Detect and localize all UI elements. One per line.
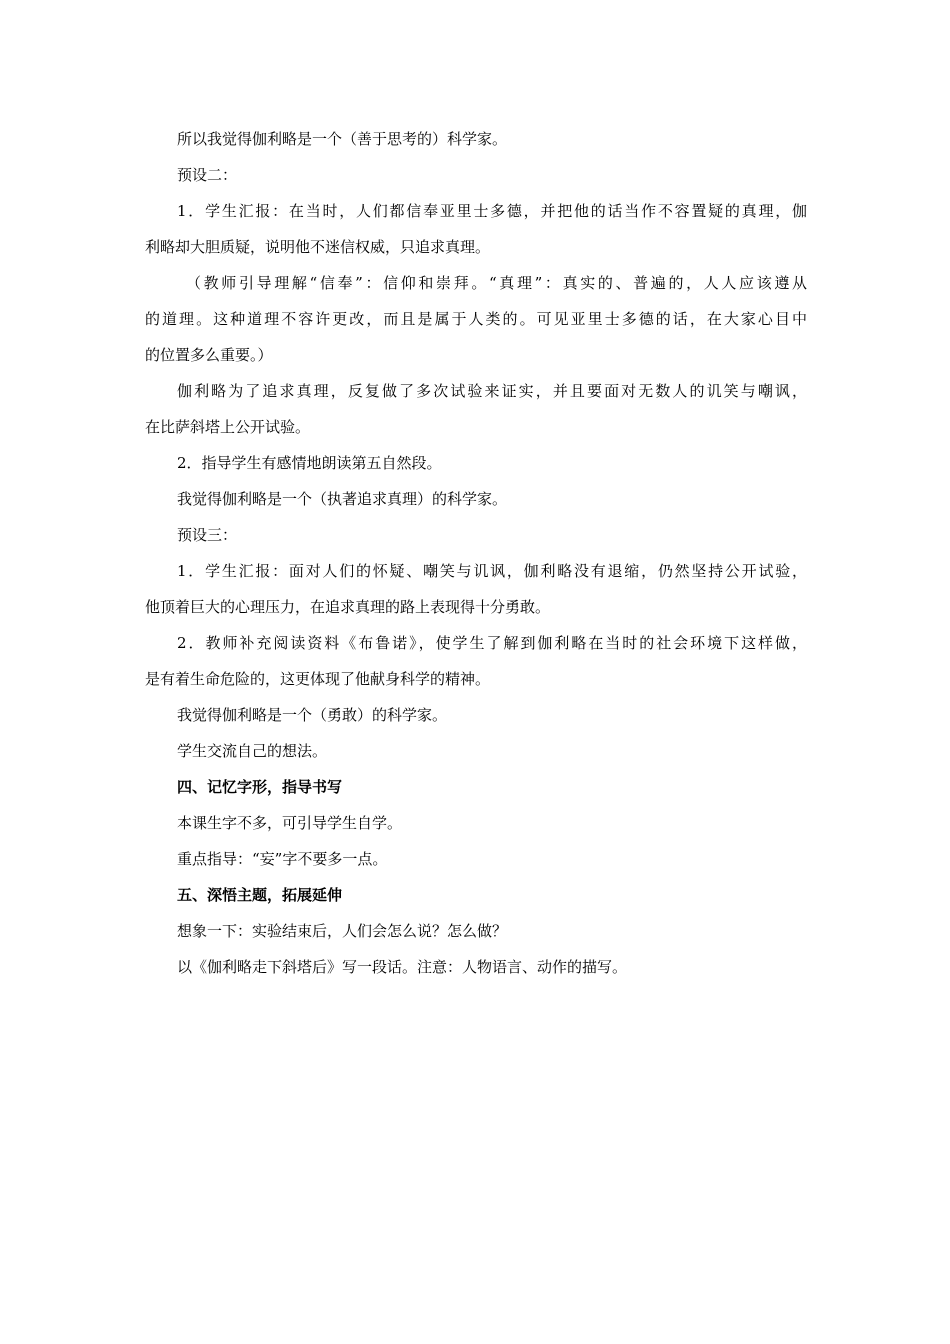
paragraph-line: 我觉得伽利略是一个（执著追求真理）的科学家。: [177, 490, 508, 508]
paragraph-line: 他顶着巨大的心理压力，在追求真理的路上表现得十分勇敢。: [145, 598, 551, 616]
paragraph-line: 1．学生汇报：在当时，人们都信奉亚里士多德，并把他的话当作不容置疑的真理，伽: [177, 202, 807, 220]
section-heading: 五、深悟主题，拓展延伸: [177, 886, 343, 904]
paragraph-line: 我觉得伽利略是一个（勇敢）的科学家。: [177, 706, 448, 724]
paragraph-line: 伽利略为了追求真理，反复做了多次试验来证实，并且要面对无数人的讥笑与嘲讽，: [177, 382, 807, 400]
section-heading: 四、记忆字形，指导书写: [177, 778, 343, 796]
document-body: [145, 121, 807, 985]
paragraph-line: 的道理。这种道理不容许更改，而且是属于人类的。可见亚里士多德的话，在大家心目中: [145, 310, 807, 328]
paragraph-line: 预设三：: [177, 526, 238, 544]
paragraph-line: 的位置多么重要。）: [145, 346, 273, 364]
paragraph-line: 是有着生命危险的，这更体现了他献身科学的精神。: [145, 670, 491, 688]
paragraph-line: 想象一下：实验结束后，人们会怎么说？怎么做？: [177, 922, 508, 940]
paragraph-line: 2．教师补充阅读资料《布鲁诺》，使学生了解到伽利略在当时的社会环境下这样做，: [177, 634, 807, 652]
paragraph-line: 预设二：: [177, 166, 238, 184]
paragraph-line: （教师引导理解“信奉”：信仰和崇拜。“真理”：真实的、普遍的，人人应该遵从: [186, 274, 807, 292]
paragraph-line: 所以我觉得伽利略是一个（善于思考的）科学家。: [177, 130, 508, 148]
paragraph-line: 本课生字不多，可引导学生自学。: [177, 814, 403, 832]
paragraph-line: 以《伽利略走下斜塔后》写一段话。注意：人物语言、动作的描写。: [177, 958, 628, 976]
paragraph-line: 重点指导：“妄”字不要多一点。: [177, 850, 388, 868]
paragraph-line: 1．学生汇报：面对人们的怀疑、嘲笑与讥讽，伽利略没有退缩，仍然坚持公开试验，: [177, 562, 807, 580]
paragraph-line: 2．指导学生有感情地朗读第五自然段。: [177, 454, 442, 472]
paragraph-line: 学生交流自己的想法。: [177, 742, 328, 760]
paragraph-line: 利略却大胆质疑，说明他不迷信权威，只追求真理。: [145, 238, 491, 256]
paragraph-line: 在比萨斜塔上公开试验。: [145, 418, 311, 436]
